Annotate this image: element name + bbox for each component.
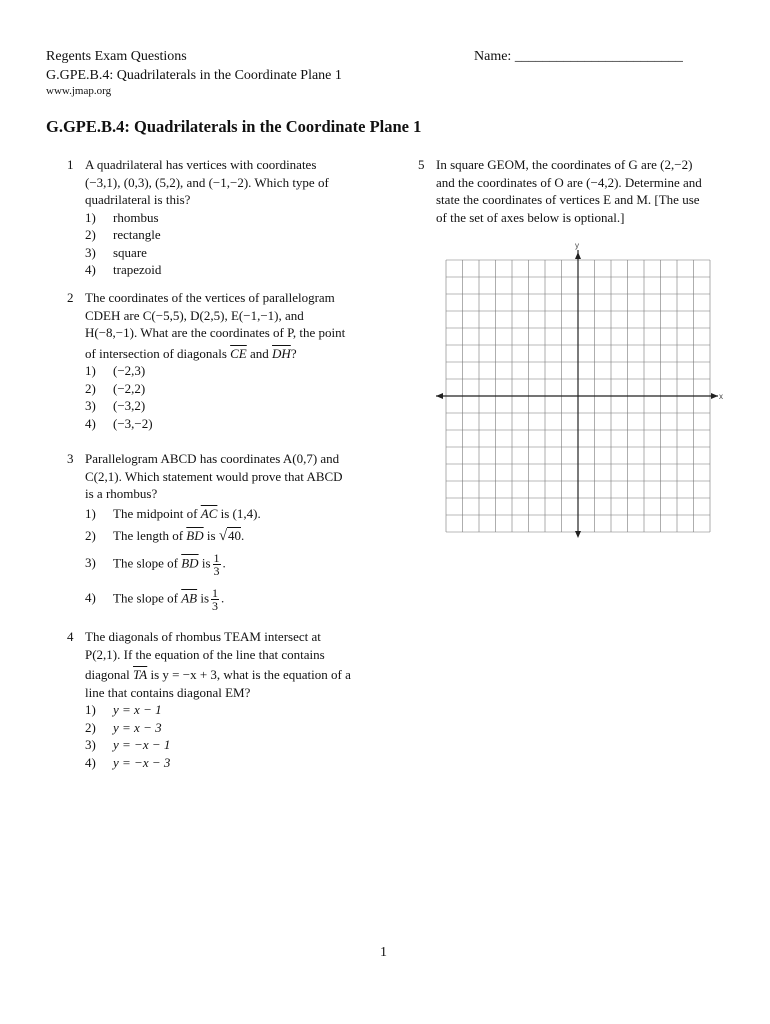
fraction — [211, 587, 219, 612]
option-text: The length of — [113, 528, 184, 543]
coordinate-grid[interactable] — [436, 240, 726, 540]
question-number: 2 — [67, 290, 74, 305]
option-text: (−2,2) — [113, 380, 146, 396]
question-text: P(2,1). If the equation of the line that contains — [85, 646, 325, 662]
answer-option[interactable] — [85, 244, 329, 262]
numerator: 1 — [212, 585, 219, 600]
text-part: and — [250, 345, 269, 361]
option-number: 4) — [85, 262, 96, 277]
question-text: CDEH are C(−5,5), D(2,5), E(−1,−1), and — [85, 307, 304, 323]
answer-option[interactable] — [85, 380, 345, 398]
segment-bd: $\overline{BD}$ — [186, 528, 204, 543]
option-text: is — [200, 589, 210, 605]
y-axis-down-arrow-icon — [575, 531, 581, 538]
numerator: 1 — [213, 550, 220, 565]
answer-option[interactable] — [85, 754, 351, 772]
text-part: ? — [290, 345, 297, 361]
segment-ac: $\overline{AC}$ — [200, 505, 218, 521]
option-text: rhombus — [113, 209, 159, 225]
question-text — [85, 666, 351, 684]
option-text: y = x − 3 — [113, 719, 162, 735]
option-number: 1) — [85, 702, 96, 717]
segment-dh: $\overline{DH}$ — [272, 345, 291, 361]
option-text: (−3,2) — [113, 398, 146, 413]
name-field[interactable]: Name: ________________________ — [474, 49, 683, 64]
sqrt-icon: √ — [218, 528, 228, 544]
option-text: The midpoint of — [113, 505, 198, 521]
option-number: 1) — [85, 505, 96, 521]
question-text: line that contains diagonal EM? — [85, 684, 251, 700]
question-text: A quadrilateral has vertices with coordinates — [85, 157, 317, 172]
option-text: . — [222, 554, 226, 570]
question-text: state the coordinates of vertices E and M. [The use — [436, 192, 700, 207]
site-url: www.jmap.org — [46, 85, 112, 97]
exam-title: Regents Exam Questions — [46, 49, 187, 64]
question-text: The diagonals of rhombus TEAM intersect at — [85, 629, 321, 644]
text-part: of intersection of diagonals — [85, 345, 227, 361]
answer-option[interactable] — [85, 552, 343, 577]
page-title: G.GPE.B.4: Quadrilaterals in the Coordinate Plane 1 — [46, 117, 422, 136]
answer-option[interactable] — [85, 719, 351, 737]
answer-option[interactable] — [85, 415, 345, 433]
denominator: 3 — [213, 563, 220, 578]
answer-option[interactable] — [85, 261, 329, 279]
question-text: is a rhombus? — [85, 486, 158, 501]
option-number: 4) — [85, 589, 96, 605]
option-text: (−3,−2) — [113, 415, 153, 431]
text-part: diagonal — [85, 667, 130, 682]
option-text: . — [221, 589, 225, 605]
answer-option[interactable] — [85, 505, 343, 523]
answer-option[interactable] — [85, 226, 329, 244]
question-number: 5 — [418, 157, 425, 172]
option-text: is — [206, 528, 216, 543]
option-number: 2) — [85, 380, 96, 396]
answer-option[interactable] — [85, 362, 345, 380]
question-text: C(2,1). Which statement would prove that ABCD — [85, 468, 343, 484]
option-text: (−2,3) — [113, 363, 146, 378]
option-number: 4) — [85, 415, 96, 431]
answer-option[interactable] — [85, 397, 345, 415]
option-text: trapezoid — [113, 262, 162, 277]
option-text: square — [113, 244, 147, 260]
answer-option[interactable] — [85, 209, 329, 227]
question-text: quadrilateral is this? — [85, 192, 191, 207]
option-number: 1) — [85, 209, 96, 225]
question-text: The coordinates of the vertices of parallelogram — [85, 290, 335, 305]
text-part: is y = −x + 3, what is the equation of a — [150, 667, 351, 682]
x-axis-right-arrow-icon — [711, 393, 718, 399]
x-axis-label: x — [719, 392, 723, 401]
segment-bd: $\overline{BD}$ — [181, 554, 199, 570]
fraction — [213, 552, 221, 577]
question-text: H(−8,−1). What are the coordinates of P, the point — [85, 325, 346, 340]
option-text: is (1,4). — [220, 505, 261, 521]
question-number: 4 — [67, 629, 74, 644]
question-text: and the coordinates of O are (−4,2). Determine and — [436, 174, 702, 190]
answer-option[interactable] — [85, 701, 351, 719]
topic-line: G.GPE.B.4: Quadrilaterals in the Coordinate Plane 1 — [46, 68, 342, 83]
answer-option[interactable] — [85, 587, 343, 612]
option-text: y = −x − 1 — [113, 737, 171, 752]
option-number: 3) — [85, 554, 96, 570]
option-text: rectangle — [113, 227, 161, 242]
radicand: 40 — [228, 528, 242, 543]
page-number: 1 — [380, 945, 387, 960]
option-number: 2) — [85, 719, 96, 735]
segment-ta: $\overline{TA}$ — [133, 667, 148, 682]
option-text: y = x − 1 — [113, 702, 162, 717]
option-number: 3) — [85, 737, 96, 752]
y-axis-up-arrow-icon — [575, 252, 581, 259]
option-number: 2) — [85, 227, 96, 242]
option-number: 3) — [85, 244, 96, 260]
option-text: is — [201, 554, 211, 570]
x-axis-left-arrow-icon — [436, 393, 443, 399]
option-text: The slope of — [113, 554, 178, 570]
segment-ab: $\overline{AB}$ — [181, 589, 198, 605]
question-text: In square GEOM, the coordinates of G are (2,−2) — [436, 157, 693, 172]
option-number: 1) — [85, 363, 96, 378]
option-number: 4) — [85, 754, 96, 770]
option-number: 2) — [85, 528, 96, 543]
option-text: The slope of — [113, 589, 178, 605]
question-text — [85, 345, 345, 363]
question-text: Parallelogram ABCD has coordinates A(0,7) and — [85, 451, 340, 466]
y-axis-label: y — [575, 241, 579, 250]
question-text: (−3,1), (0,3), (5,2), and (−1,−2). Which type of — [85, 174, 329, 190]
answer-option[interactable] — [85, 527, 343, 546]
denominator: 3 — [212, 598, 219, 613]
option-number: 3) — [85, 398, 96, 413]
question-number: 3 — [67, 451, 74, 466]
segment-ce: $\overline{CE}$ — [230, 345, 247, 361]
option-text: y = −x − 3 — [113, 754, 171, 770]
option-text: . — [241, 528, 245, 543]
question-text: of the set of axes below is optional.] — [436, 209, 625, 225]
question-number: 1 — [67, 157, 74, 172]
answer-option[interactable] — [85, 736, 351, 754]
